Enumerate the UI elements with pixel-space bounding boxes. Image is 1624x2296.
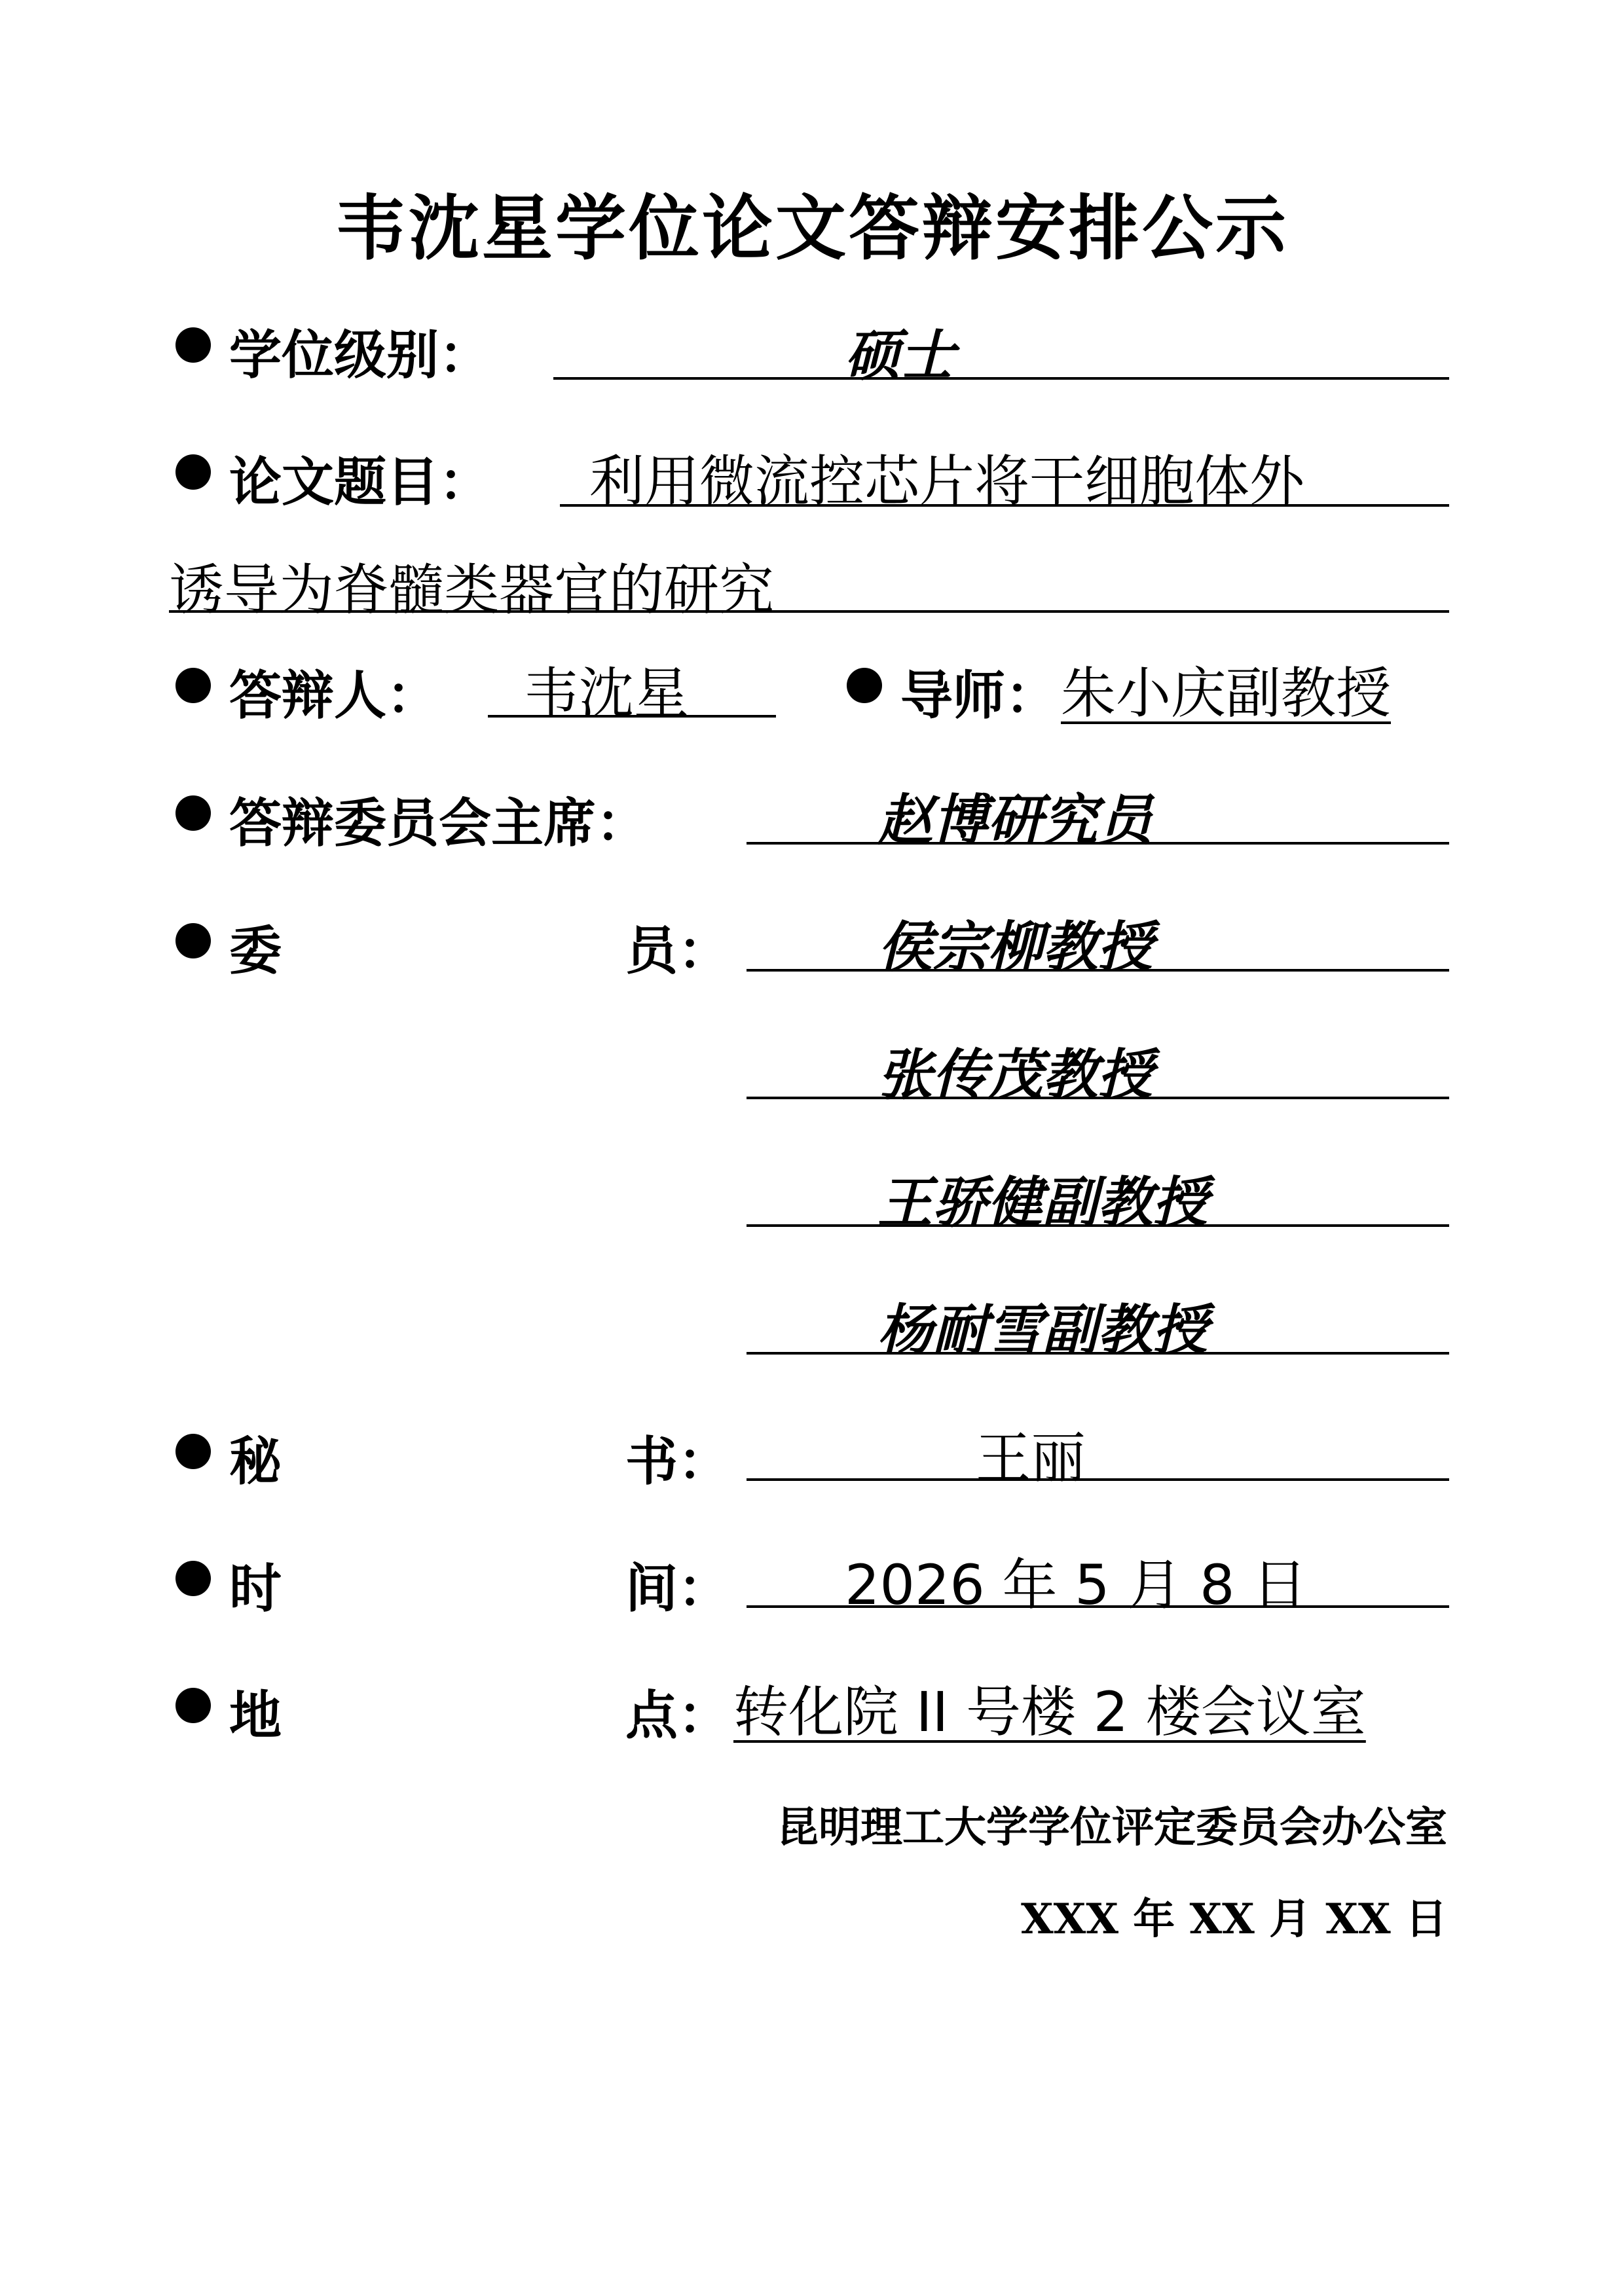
time-label-a: 时 [229, 1558, 282, 1619]
thesis-underline-2 [169, 610, 1449, 613]
defender-underline [488, 715, 776, 718]
thesis-label: 论文题目： [229, 451, 491, 513]
member-underline [747, 969, 1449, 972]
thesis-underline-1 [560, 504, 1449, 507]
location-label-a: 地 [229, 1685, 282, 1746]
bullet-icon [175, 1688, 211, 1723]
time-label-b: 间： [625, 1558, 730, 1619]
secretary-value: 王丽 [976, 1426, 1086, 1490]
bullet-icon [175, 1561, 211, 1596]
degree-underline [553, 377, 1449, 380]
member-name: 张传茂教授 [877, 1042, 1153, 1107]
bullet-icon [175, 1434, 211, 1469]
bullet-icon [175, 454, 211, 490]
bullet-icon [175, 923, 211, 958]
secretary-label-b: 书： [625, 1430, 730, 1492]
degree-value: 硕士 [845, 323, 955, 388]
thesis-title-line1: 利用微流控芯片将干细胞体外 [589, 449, 1305, 513]
time-underline [747, 1605, 1449, 1608]
bullet-icon [175, 668, 211, 703]
bullet-icon [847, 668, 882, 703]
issue-date: XXX 年 XX 月 XX 日 [1021, 1895, 1447, 1944]
member-name: 王骄健副教授 [877, 1170, 1208, 1235]
chair-label: 答辩委员会主席： [229, 792, 648, 854]
member-underline [747, 1097, 1449, 1099]
secretary-underline [747, 1478, 1449, 1481]
members-label-b: 员： [625, 920, 730, 981]
bullet-icon [175, 795, 211, 831]
member-underline [747, 1224, 1449, 1227]
location-value: 转化院 II 号楼 2 楼会议室 [733, 1680, 1366, 1744]
member-name: 杨耐雪副教授 [877, 1298, 1208, 1362]
secretary-label-a: 秘 [229, 1430, 282, 1492]
degree-label: 学位级别： [229, 324, 491, 386]
member-name: 侯宗柳教授 [877, 915, 1153, 979]
issuing-office: 昆明理工大学学位评定委员会办公室 [777, 1803, 1447, 1852]
location-label-b: 点： [625, 1685, 730, 1746]
members-label-a: 委 [229, 920, 282, 981]
bullet-icon [175, 327, 211, 363]
time-value: 2026 年 5 月 8 日 [845, 1553, 1308, 1617]
advisor-label: 导师： [900, 665, 1058, 726]
chair-value: 赵博研究员 [877, 788, 1153, 852]
chair-underline [747, 842, 1449, 845]
thesis-title-line2: 诱导为脊髓类器官的研究 [169, 558, 775, 622]
defender-label: 答辩人： [229, 665, 439, 726]
member-underline [747, 1352, 1449, 1355]
advisor-value: 朱小庆副教授 [1061, 661, 1392, 725]
page-title: 韦沈星学位论文答辩安排公示 [335, 188, 1289, 270]
defender-value: 韦沈星 [524, 661, 690, 725]
